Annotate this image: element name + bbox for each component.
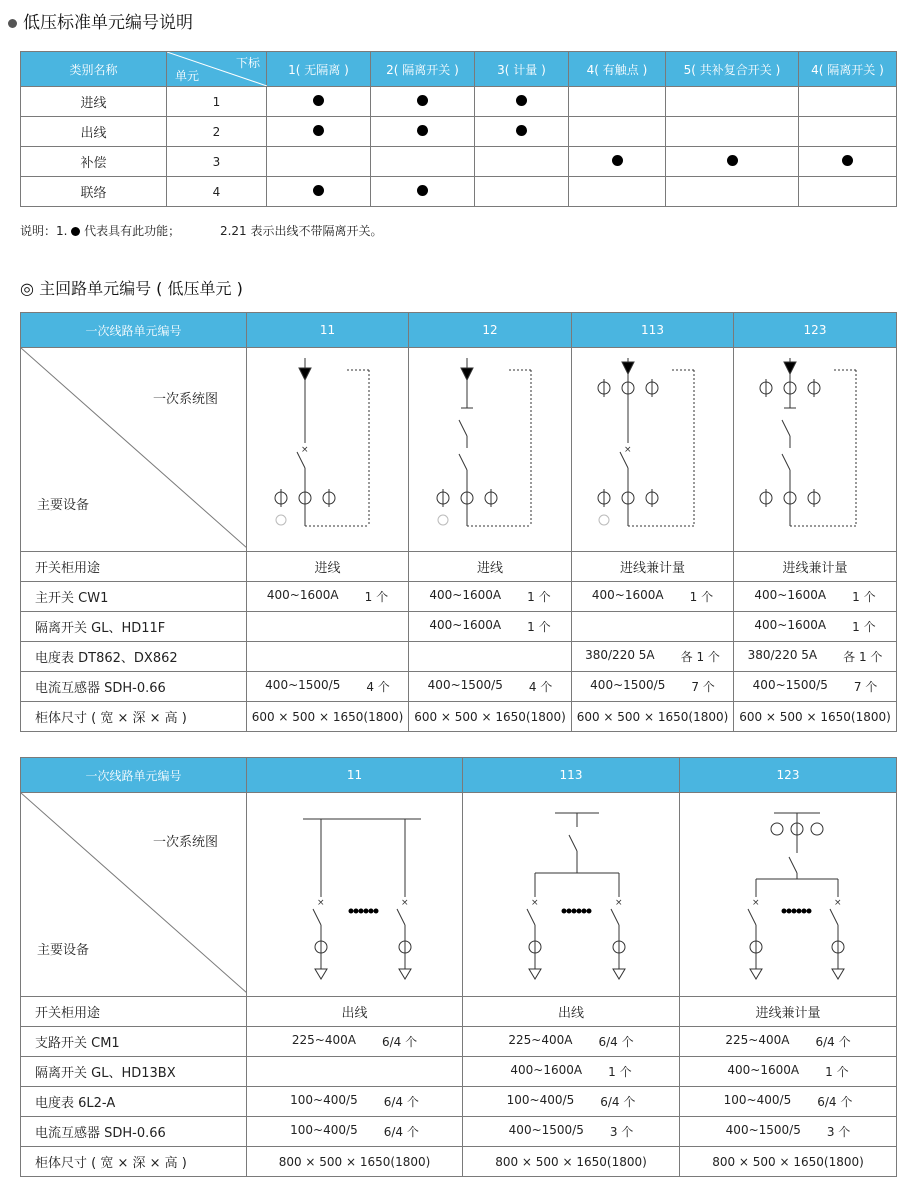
spec-value: 600 × 500 × 1650(1800) xyxy=(414,709,566,724)
spec-row xyxy=(21,702,897,732)
section-title-text: 主回路单元编号 ( 低压单元 ) xyxy=(39,279,243,298)
spec-value: 600 × 500 × 1650(1800) xyxy=(739,709,891,724)
spec-value: 100~400/5 xyxy=(290,1123,358,1137)
spec-cell xyxy=(680,1027,897,1057)
spec-cell xyxy=(734,552,897,582)
spec-row xyxy=(21,552,897,582)
spec-row xyxy=(21,582,897,612)
mark-cell xyxy=(475,177,569,207)
spec-value: 进线 xyxy=(314,561,341,576)
code-header: 123 xyxy=(680,758,897,793)
spec-value: 进线兼计量 xyxy=(755,1006,821,1021)
spec-value: 380/220 5A xyxy=(747,648,818,662)
spec-row xyxy=(21,1117,897,1147)
spec-label: 开关柜用途 xyxy=(21,997,247,1027)
spec-cell xyxy=(247,1057,463,1087)
equipment-label: 主要设备 xyxy=(37,943,90,958)
spec-value: 400~1600A xyxy=(754,618,827,632)
mark-cell xyxy=(371,117,475,147)
spec-qty: 3 个 xyxy=(609,1125,634,1139)
header-category: 类别名称 xyxy=(21,52,167,87)
spec-row xyxy=(21,612,897,642)
corner-top-label: 下标 xyxy=(235,56,260,70)
row-category: 补偿 xyxy=(21,147,167,177)
spec-value: 出线 xyxy=(557,1006,584,1021)
mark-cell xyxy=(267,177,371,207)
section-title-1 xyxy=(8,8,193,33)
mark-cell xyxy=(475,147,569,177)
diagram-label-cell xyxy=(21,348,247,552)
spec-cell xyxy=(247,997,463,1027)
spec-value: 225~400A xyxy=(725,1033,790,1047)
spec-value: 380/220 5A xyxy=(585,648,655,662)
row-unit: 2 xyxy=(167,117,267,147)
spec-value: 100~400/5 xyxy=(506,1093,575,1107)
mark-cell xyxy=(799,147,897,177)
svg-text:×: × xyxy=(301,445,309,455)
spec-cell xyxy=(463,997,680,1027)
label-diagonal xyxy=(21,348,247,548)
spec-cell xyxy=(572,582,734,612)
diagram-label-cell xyxy=(21,793,247,997)
mark-cell xyxy=(666,147,799,177)
table-row xyxy=(21,117,897,147)
spec-label: 柜体尺寸 ( 宽 × 深 × 高 ) xyxy=(21,702,247,732)
spec-value: 400~1600A xyxy=(510,1063,583,1077)
diagram-11 xyxy=(247,348,409,552)
svg-text:×: × xyxy=(317,898,325,908)
spec-value: 400~1600A xyxy=(591,588,664,602)
spec-qty: 3 个 xyxy=(826,1125,851,1139)
note xyxy=(20,222,383,239)
bullet-icon xyxy=(8,19,17,28)
spec-qty: 6/4 个 xyxy=(598,1035,634,1049)
dot-icon xyxy=(417,125,428,136)
spec-cell xyxy=(572,672,734,702)
spec-cell xyxy=(463,1147,680,1177)
spec-value: 400~1500/5 xyxy=(427,678,503,692)
dot-icon xyxy=(842,155,853,166)
spec-qty: 1 个 xyxy=(852,620,876,634)
spec-cell xyxy=(572,642,734,672)
wiring-diagram xyxy=(463,793,680,993)
spec-cell xyxy=(734,642,897,672)
spec-qty: 6/4 个 xyxy=(381,1035,418,1049)
spec-value: 400~1500/5 xyxy=(508,1123,584,1137)
spec-cell xyxy=(247,1117,463,1147)
spec-cell xyxy=(409,582,572,612)
spec-cell xyxy=(734,612,897,642)
main-circuit-table-1 xyxy=(20,312,897,732)
spec-cell xyxy=(409,612,572,642)
dot-icon xyxy=(516,125,527,136)
row-unit: 1 xyxy=(167,87,267,117)
mark-cell xyxy=(569,87,666,117)
spec-cell xyxy=(409,642,572,672)
spec-qty: 6/4 个 xyxy=(815,1035,851,1049)
wiring-diagram xyxy=(409,348,572,548)
spec-value: 800 × 500 × 1650(1800) xyxy=(278,1154,431,1169)
col-header: 2( 隔离开关 ) xyxy=(371,52,475,87)
dot-icon xyxy=(516,95,527,106)
spec-value: 进线兼计量 xyxy=(619,561,685,576)
row-unit: 4 xyxy=(167,177,267,207)
code-header: 11 xyxy=(247,758,463,793)
spec-cell xyxy=(734,702,897,732)
col-header: 1( 无隔离 ) xyxy=(267,52,371,87)
mark-cell xyxy=(475,87,569,117)
diagram-123 xyxy=(734,348,897,552)
mark-cell xyxy=(371,177,475,207)
spec-cell xyxy=(247,642,409,672)
spec-value: 400~1500/5 xyxy=(590,678,666,692)
svg-text:×: × xyxy=(531,898,539,908)
spec-cell xyxy=(680,1147,897,1177)
mark-cell xyxy=(371,147,475,177)
svg-text:×: × xyxy=(752,898,760,908)
spec-cell xyxy=(409,702,572,732)
spec-label: 柜体尺寸 ( 宽 × 深 × 高 ) xyxy=(21,1147,247,1177)
mark-cell xyxy=(666,87,799,117)
row-unit: 3 xyxy=(167,147,267,177)
header-corner xyxy=(167,52,267,87)
code-header: 113 xyxy=(463,758,680,793)
dot-icon xyxy=(417,185,428,196)
spec-cell xyxy=(680,1057,897,1087)
spec-label: 电度表 DT862、DX862 xyxy=(21,642,247,672)
spec-qty: 4 个 xyxy=(366,680,390,694)
spec-qty: 各 1 个 xyxy=(680,650,720,664)
spec-cell xyxy=(247,1147,463,1177)
spec-value: 100~400/5 xyxy=(290,1093,358,1107)
diagram-b113 xyxy=(463,793,680,997)
spec-qty: 7 个 xyxy=(691,680,715,694)
svg-text:×: × xyxy=(615,898,623,908)
section-title-text: 低压标准单元编号说明 xyxy=(23,13,193,33)
dot-icon xyxy=(71,227,80,236)
spec-cell xyxy=(409,552,572,582)
spec-value: 400~1600A xyxy=(754,588,827,602)
spec-value: 800 × 500 × 1650(1800) xyxy=(712,1154,864,1169)
spec-value: 进线兼计量 xyxy=(782,561,848,576)
spec-cell xyxy=(409,672,572,702)
mark-cell xyxy=(799,117,897,147)
mark-cell xyxy=(569,147,666,177)
spec-cell xyxy=(463,1057,680,1087)
spec-cell xyxy=(247,552,409,582)
col-header: 4( 有触点 ) xyxy=(569,52,666,87)
col-header: 5( 共补复合开关 ) xyxy=(666,52,799,87)
mark-cell xyxy=(267,117,371,147)
table-row xyxy=(21,147,897,177)
spec-row xyxy=(21,1147,897,1177)
mark-cell xyxy=(475,117,569,147)
spec-label: 支路开关 CM1 xyxy=(21,1027,247,1057)
wiring-diagram xyxy=(572,348,734,548)
circle-icon: ◎ xyxy=(20,279,34,298)
spec-cell xyxy=(680,1117,897,1147)
mark-cell xyxy=(799,177,897,207)
spec-value: 400~1500/5 xyxy=(752,678,828,692)
spec-qty: 1 个 xyxy=(527,620,551,634)
spec-qty: 4 个 xyxy=(528,680,553,694)
svg-text:×: × xyxy=(401,898,409,908)
mark-cell xyxy=(569,117,666,147)
spec-cell xyxy=(680,1087,897,1117)
mark-cell xyxy=(569,177,666,207)
standard-unit-table xyxy=(20,51,897,207)
spec-cell xyxy=(247,612,409,642)
wiring-diagram xyxy=(734,348,897,548)
spec-qty: 6/4 个 xyxy=(383,1095,419,1109)
spec-qty: 1 个 xyxy=(364,590,389,604)
spec-value: 400~1600A xyxy=(727,1063,800,1077)
wiring-diagram xyxy=(247,348,409,548)
spec-row xyxy=(21,642,897,672)
header-unit-code: 一次线路单元编号 xyxy=(21,313,247,348)
spec-value: 400~1500/5 xyxy=(265,678,341,692)
row-category: 联络 xyxy=(21,177,167,207)
spec-cell xyxy=(463,1087,680,1117)
spec-qty: 1 个 xyxy=(689,590,714,604)
spec-label: 隔离开关 GL、HD13BX xyxy=(21,1057,247,1087)
dot-icon xyxy=(612,155,623,166)
section-title-2 xyxy=(20,276,243,299)
spec-label: 电流互感器 SDH-0.66 xyxy=(21,1117,247,1147)
mark-cell xyxy=(267,87,371,117)
mark-cell xyxy=(371,87,475,117)
spec-value: 600 × 500 × 1650(1800) xyxy=(251,709,404,724)
spec-value: 进线 xyxy=(476,561,503,576)
spec-value: 400~1600A xyxy=(266,588,339,602)
spec-cell xyxy=(572,612,734,642)
diagram-b123 xyxy=(680,793,897,997)
spec-qty: 7 个 xyxy=(853,680,878,694)
wiring-diagram xyxy=(247,793,463,993)
dot-icon xyxy=(313,95,324,106)
spec-qty: 1 个 xyxy=(608,1065,632,1079)
spec-cell xyxy=(734,582,897,612)
spec-qty: 1 个 xyxy=(825,1065,849,1079)
main-circuit-table-2 xyxy=(20,757,897,1177)
header-unit-code: 一次线路单元编号 xyxy=(21,758,247,793)
spec-row xyxy=(21,672,897,702)
note-b: 2.21 表示出线不带隔离开关。 xyxy=(219,224,383,238)
spec-cell xyxy=(463,1027,680,1057)
spec-value: 225~400A xyxy=(291,1033,356,1047)
spec-label: 主开关 CW1 xyxy=(21,582,247,612)
dot-icon xyxy=(727,155,738,166)
svg-text:×: × xyxy=(834,898,842,908)
row-category: 进线 xyxy=(21,87,167,117)
mark-cell xyxy=(666,117,799,147)
spec-value: 600 × 500 × 1650(1800) xyxy=(576,709,729,724)
spec-cell xyxy=(247,582,409,612)
mark-cell xyxy=(666,177,799,207)
col-header: 4( 隔离开关 ) xyxy=(799,52,897,87)
code-header: 11 xyxy=(247,313,409,348)
spec-qty: 6/4 个 xyxy=(817,1095,853,1109)
spec-cell xyxy=(247,672,409,702)
diagram-113 xyxy=(572,348,734,552)
diagram-label: 一次系统图 xyxy=(153,392,219,407)
spec-row xyxy=(21,997,897,1027)
spec-value: 出线 xyxy=(341,1006,368,1021)
spec-label: 电度表 6L2-A xyxy=(21,1087,247,1117)
svg-text:×: × xyxy=(624,445,632,455)
spec-row xyxy=(21,1027,897,1057)
corner-bottom-label: 单元 xyxy=(175,69,200,83)
spec-value: 800 × 500 × 1650(1800) xyxy=(495,1154,647,1169)
spec-row xyxy=(21,1087,897,1117)
table-row xyxy=(21,177,897,207)
spec-cell xyxy=(463,1117,680,1147)
diagram-12 xyxy=(409,348,572,552)
spec-qty: 6/4 个 xyxy=(383,1125,419,1139)
code-header: 113 xyxy=(572,313,734,348)
dot-icon xyxy=(417,95,428,106)
spec-value: 225~400A xyxy=(508,1033,573,1047)
row-category: 出线 xyxy=(21,117,167,147)
col-header: 3( 计量 ) xyxy=(475,52,569,87)
spec-row xyxy=(21,1057,897,1087)
label-diagonal xyxy=(21,793,247,993)
diagram-b11 xyxy=(247,793,463,997)
mark-cell xyxy=(267,147,371,177)
spec-label: 电流互感器 SDH-0.66 xyxy=(21,672,247,702)
spec-value: 400~1500/5 xyxy=(725,1123,801,1137)
spec-label: 隔离开关 GL、HD11F xyxy=(21,612,247,642)
spec-value: 100~400/5 xyxy=(723,1093,792,1107)
dot-icon xyxy=(313,185,324,196)
spec-qty: 1 个 xyxy=(527,590,551,604)
note-prefix: 说明：1. xyxy=(20,224,68,238)
spec-cell xyxy=(247,1087,463,1117)
spec-cell xyxy=(680,997,897,1027)
spec-cell xyxy=(247,702,409,732)
mark-cell xyxy=(799,87,897,117)
spec-label: 开关柜用途 xyxy=(21,552,247,582)
wiring-diagram xyxy=(680,793,897,993)
spec-qty: 1 个 xyxy=(852,590,876,604)
spec-qty: 各 1 个 xyxy=(843,650,883,664)
dot-icon xyxy=(313,125,324,136)
spec-qty: 6/4 个 xyxy=(600,1095,636,1109)
spec-value: 400~1600A xyxy=(429,618,502,632)
spec-cell xyxy=(734,672,897,702)
code-header: 123 xyxy=(734,313,897,348)
spec-value: 400~1600A xyxy=(429,588,502,602)
note-a: 代表具有此功能； xyxy=(84,224,181,238)
equipment-label: 主要设备 xyxy=(37,498,90,513)
spec-cell xyxy=(247,1027,463,1057)
code-header: 12 xyxy=(409,313,572,348)
spec-cell xyxy=(572,552,734,582)
table-row xyxy=(21,87,897,117)
diagram-label: 一次系统图 xyxy=(153,835,219,850)
spec-cell xyxy=(572,702,734,732)
